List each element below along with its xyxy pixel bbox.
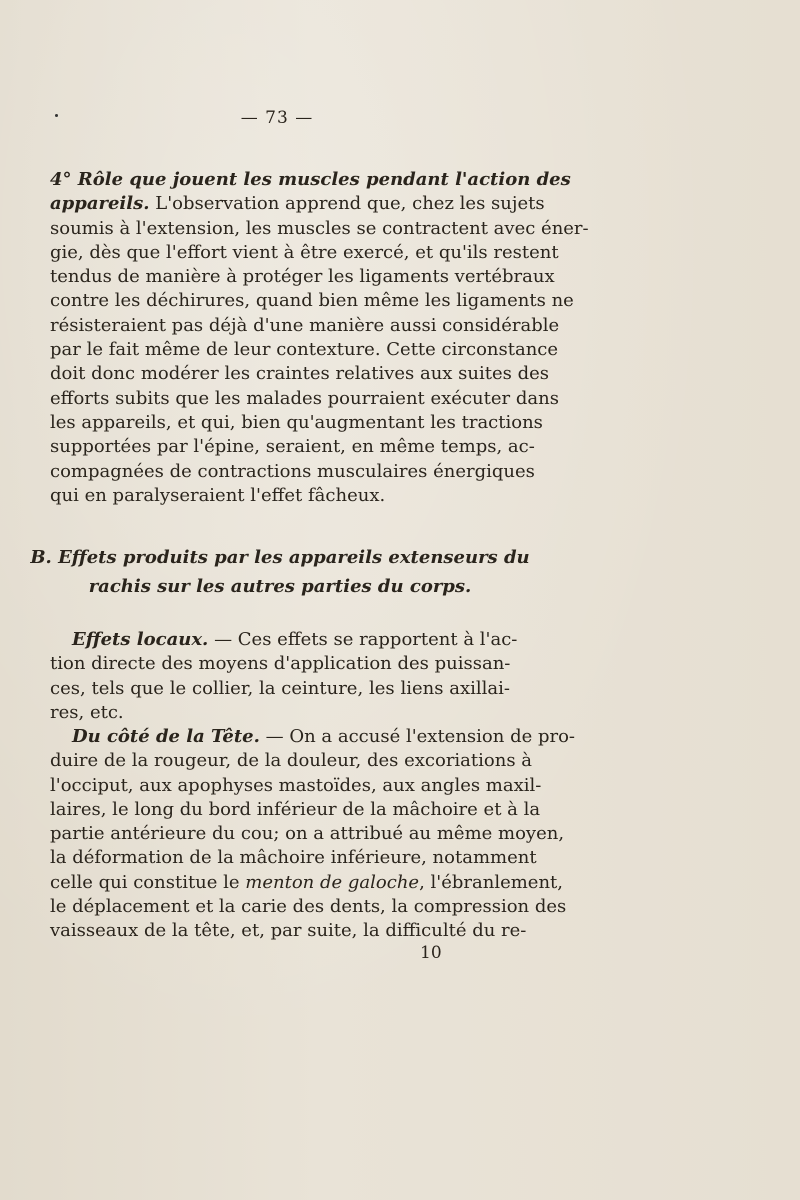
text-line <box>50 168 571 192</box>
text-span: — Ces effets se rapportent à l'ac- <box>214 629 518 650</box>
text-line <box>50 192 545 216</box>
text-line: duire de la rougeur, de la douleur, des excoriations à <box>50 750 533 772</box>
italic-term: menton de galoche <box>245 871 420 893</box>
subsection-heading-inline: Effets locaux. <box>72 629 209 650</box>
paragraph-effets-locaux <box>50 628 518 725</box>
text-line: supportées par l'épine, seraient, en même temps, ac- <box>50 436 535 458</box>
text-span: celle qui constitue le <box>50 871 246 893</box>
text-line: vaisseaux de la tête, et, par suite, la difficulté du re- <box>50 920 527 942</box>
text-line: compagnées de contractions musculaires énergiques <box>50 460 535 482</box>
text-line: laires, le long du bord inférieur de la mâchoire et à la <box>50 798 541 820</box>
text-span: L'observation apprend que, chez les sujets <box>155 193 545 215</box>
text-line <box>50 628 518 652</box>
text-line <box>50 725 576 749</box>
text-line: la déformation de la mâchoire inférieure, notamment <box>50 847 537 869</box>
paragraph-role-muscles <box>50 168 589 508</box>
text-line: tendus de manière à protéger les ligaments vertébraux <box>50 266 555 288</box>
signature-mark: 10 <box>420 943 442 963</box>
text-span: , l'ébranlement, <box>419 871 564 893</box>
text-line: résisteraient pas déjà d'une manière aussi considérable <box>50 314 560 336</box>
text-line: par le fait même de leur contexture. Cette circonstance <box>50 339 559 361</box>
text-line: contre les déchirures, quand bien même les ligaments ne <box>50 290 574 312</box>
section-b-title <box>0 543 560 601</box>
section-title-line: B. Effets produits par les appareils extenseurs du <box>30 547 530 568</box>
text-line: doit donc modérer les craintes relatives aux suites des <box>50 363 550 385</box>
page-number: — 73 — <box>240 108 314 128</box>
text-line: tion directe des moyens d'application des puissan- <box>50 653 511 675</box>
text-line: partie antérieure du cou; on a attribué au même moyen, <box>50 823 565 845</box>
paragraph-tete <box>50 725 576 944</box>
text-line <box>50 871 564 895</box>
text-line: res, etc. <box>50 701 124 723</box>
section-title-line: rachis sur les autres parties du corps. <box>88 576 472 597</box>
text-line: qui en paralyseraient l'effet fâcheux. <box>50 484 386 506</box>
subsection-heading-inline: Du côté de la Tête. <box>72 726 260 747</box>
text-line: ces, tels que le collier, la ceinture, les liens axillai- <box>50 677 510 699</box>
text-line: efforts subits que les malades pourraient exécuter dans <box>50 387 559 409</box>
text-line: gie, dès que l'effort vient à être exercé, et qu'ils restent <box>50 241 559 263</box>
text-line: soumis à l'extension, les muscles se contractent avec éner- <box>50 217 589 239</box>
text-line: les appareils, et qui, bien qu'augmentant les tractions <box>50 411 543 433</box>
section-heading-inline-cont: appareils. <box>50 193 150 215</box>
text-line: l'occiput, aux apophyses mastoïdes, aux angles maxil- <box>50 774 542 796</box>
section-heading-inline: 4° Rôle que jouent les muscles pendant l'action des <box>50 169 571 190</box>
text-line: le déplacement et la carie des dents, la compression des <box>50 896 567 918</box>
text-span: — On a accusé l'extension de pro- <box>265 726 576 747</box>
